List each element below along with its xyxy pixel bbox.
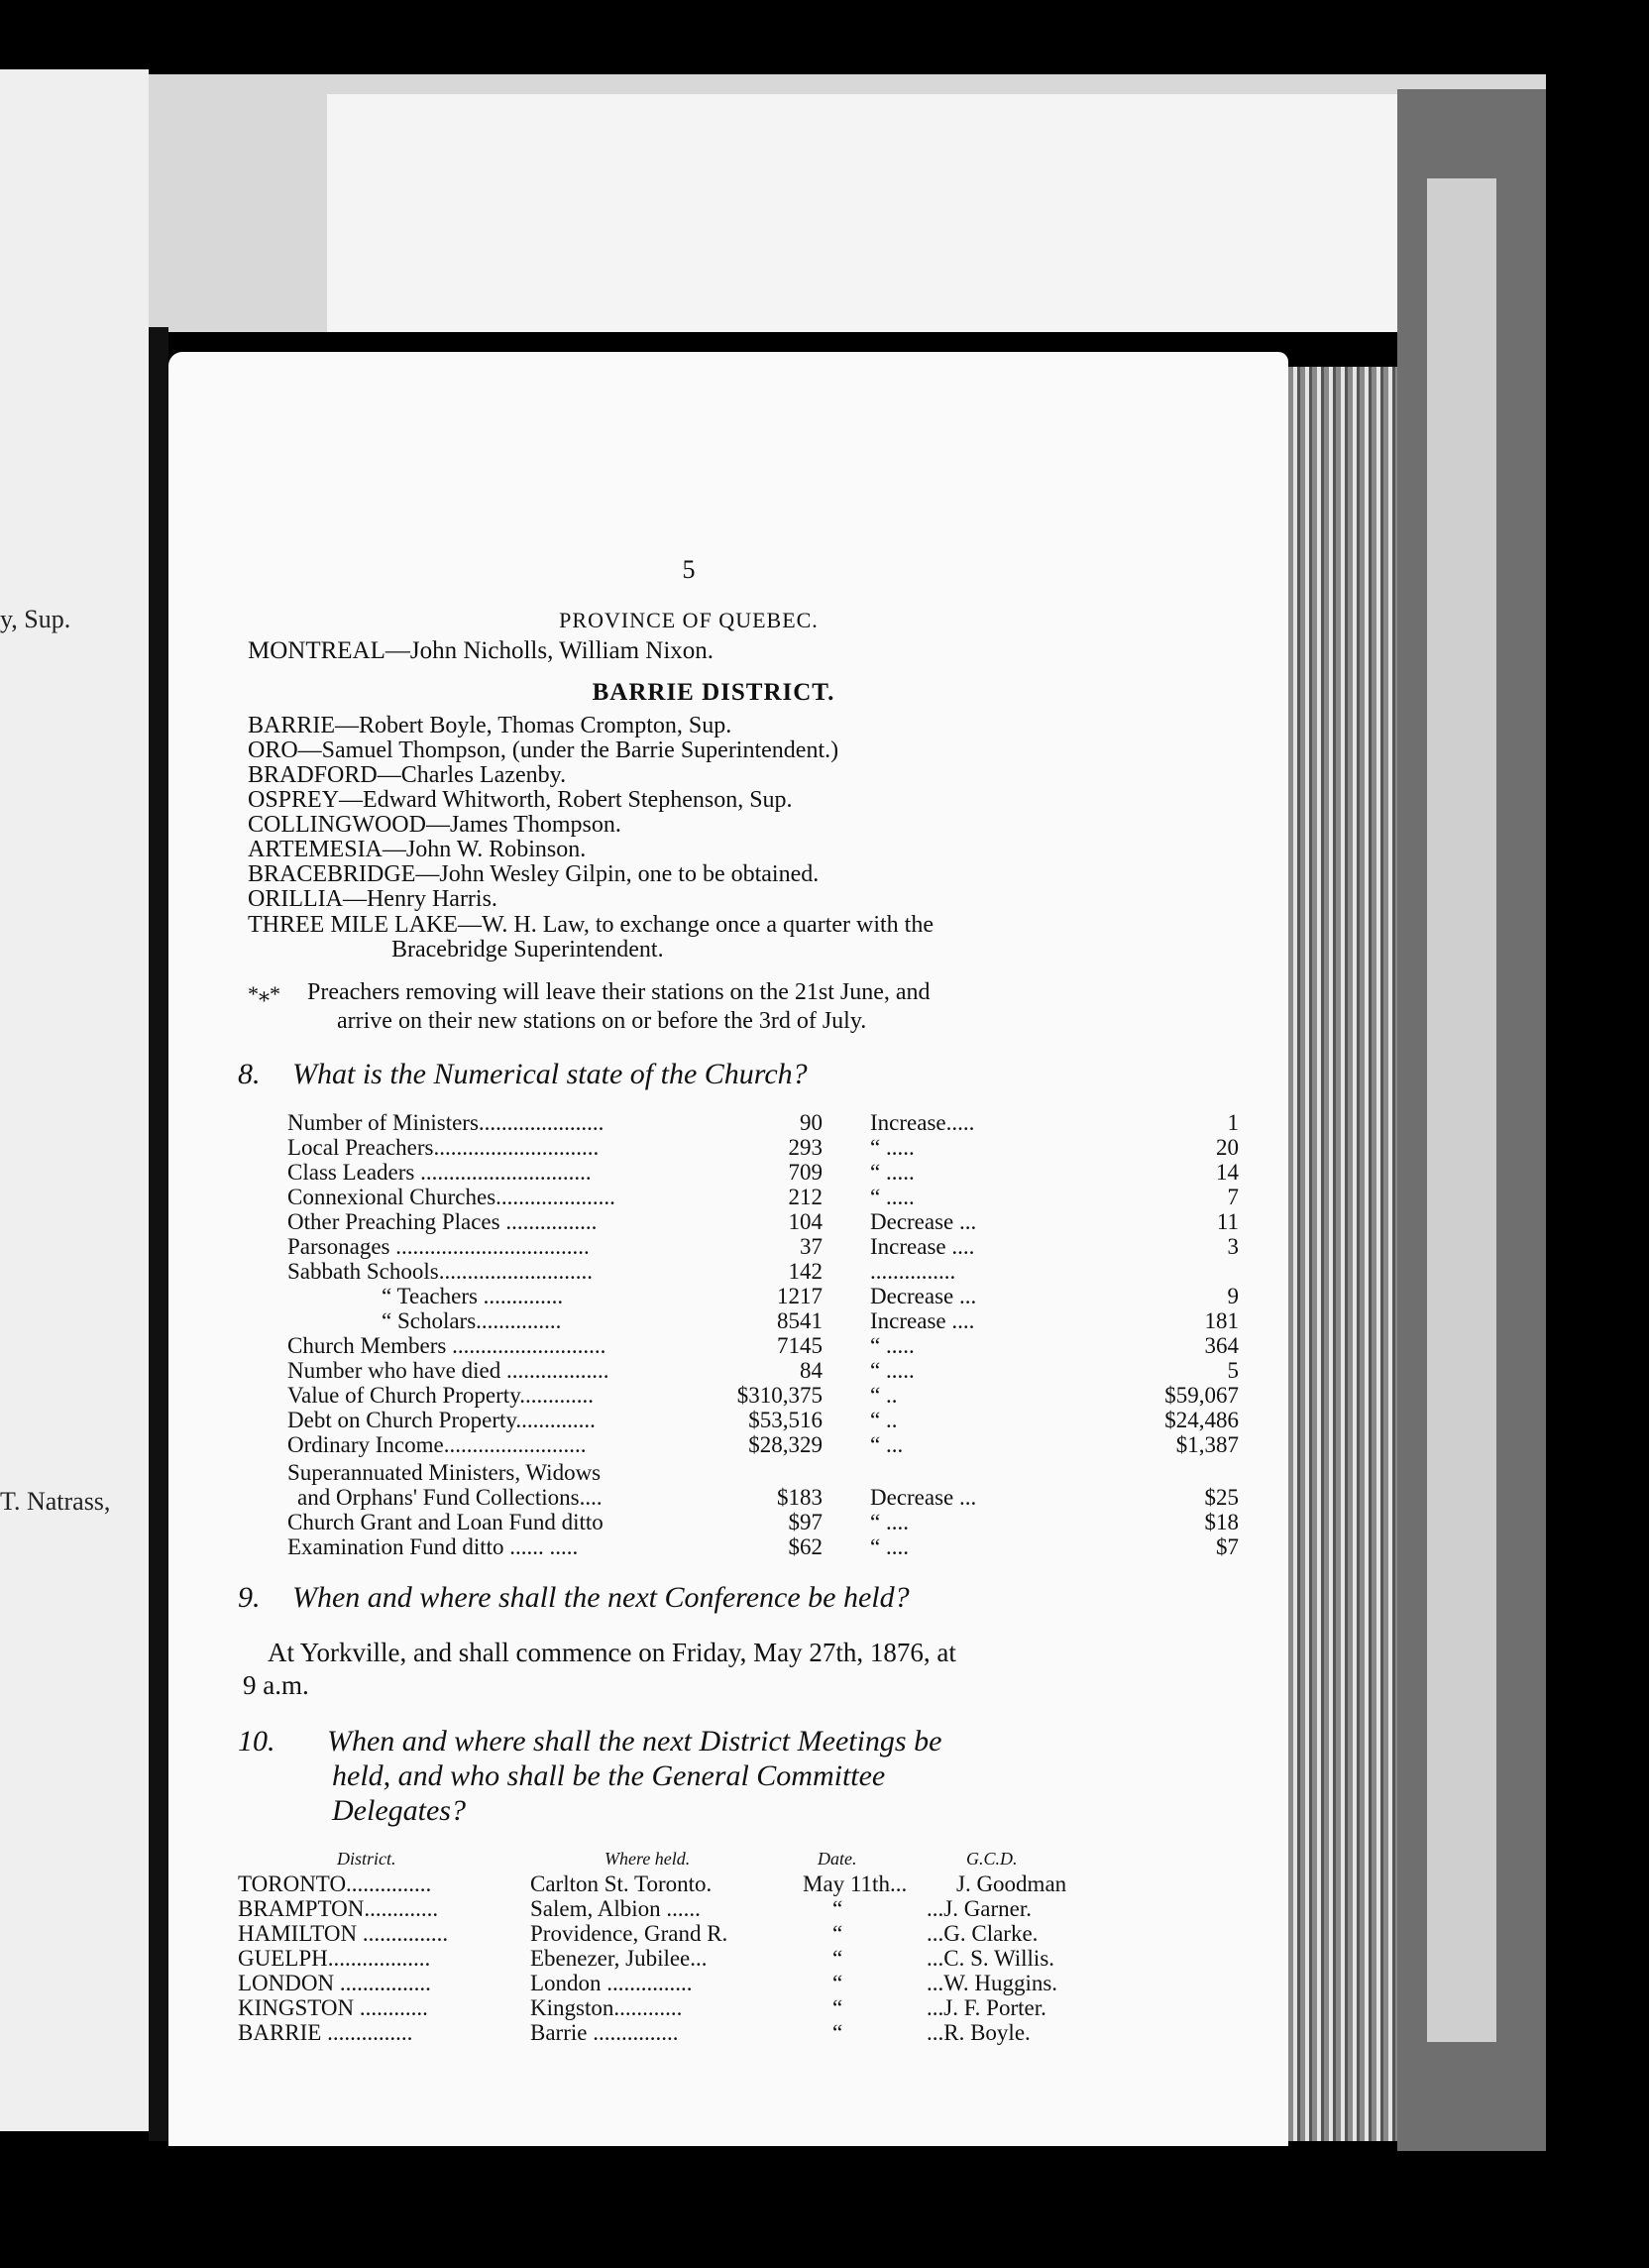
district-row: BARRIE ............... Barrie ............... “ ...R. Boyle. — [238, 2020, 1031, 2045]
stat-row: Ordinary Income......................... $28,329 “ ... $1,387 — [287, 1432, 1239, 1457]
district-row: HAMILTON ............... Providence, Grand R. “ ...G. Clarke. — [238, 1921, 1039, 1946]
question-10: When and where shall the next District Meetings be — [327, 1725, 942, 1758]
question-8: What is the Numerical state of the Church? — [292, 1058, 808, 1090]
station-line: ORO—Samuel Thompson, (under the Barrie Superintendent.) — [248, 737, 839, 763]
page-number: 5 — [682, 555, 696, 584]
stat-row: Debt on Church Property.............. $53,516 “ .. $24,486 — [287, 1408, 1239, 1432]
left-page-fragment: y, Sup. — [0, 605, 71, 633]
stat-row: Number of Ministers...................... 90 Increase..... 1 — [287, 1110, 1239, 1135]
district-row: BRAMPTON............. Salem, Albion ...... “ ...J. Garner. — [238, 1896, 1033, 1921]
answer-9: At Yorkville, and shall commence on Friday, May 27th, 1876, at — [268, 1638, 956, 1667]
stat-row: Sabbath Schools........................... 142 ............... — [287, 1259, 956, 1284]
left-page-fragment: T. Natrass, — [0, 1487, 111, 1516]
book-gutter — [149, 327, 168, 2141]
stat-row: Class Leaders .............................. 709 “ ..... 14 — [287, 1160, 1239, 1185]
station-line: BARRIE—Robert Boyle, Thomas Crompton, Sup. — [248, 713, 732, 738]
stat-row: Local Preachers............................. 293 “ ..... 20 — [287, 1135, 1239, 1160]
question-10: held, and who shall be the General Committee — [332, 1759, 886, 1792]
stat-row: Number who have died .................. 84 “ ..... 5 — [287, 1358, 1239, 1383]
note-line: arrive on their new stations on or before the 3rd of July. — [337, 1008, 867, 1034]
station-line: THREE MILE LAKE—W. H. Law, to exchange once a quarter with the — [248, 912, 934, 938]
note-asterism: *⁎* — [248, 981, 280, 1006]
book-spine-worn — [1427, 178, 1496, 2042]
district-row: GUELPH.................. Ebenezer, Jubilee... “ ...C. S. Willis. — [238, 1946, 1055, 1971]
stat-row: Church Grant and Loan Fund ditto $97 “ .... $18 — [287, 1510, 1239, 1534]
stat-row: Other Preaching Places ................ 104 Decrease ... 11 — [287, 1209, 1239, 1234]
note-line: Preachers removing will leave their stations on the 21st June, and — [307, 979, 931, 1005]
book-page — [168, 352, 1288, 2146]
station-line: Bracebridge Superintendent. — [391, 937, 664, 963]
district-heading: BARRIE DISTRICT. — [592, 679, 835, 706]
stat-row: Church Members ........................... 7145 “ ..... 364 — [287, 1333, 1239, 1358]
district-row: LONDON ................ London ............... “ ...W. Huggins. — [238, 1971, 1058, 1995]
left-page — [0, 69, 149, 2131]
stat-row: “ Scholars............... 8541 Increase .... 181 — [382, 1308, 1239, 1333]
station-line: BRADFORD—Charles Lazenby. — [248, 762, 567, 788]
question-number: 8. — [238, 1058, 261, 1090]
stat-row: “ Teachers .............. 1217 Decrease ... 9 — [382, 1284, 1239, 1308]
stat-row: Connexional Churches..................... 212 “ ..... 7 — [287, 1185, 1239, 1209]
question-number: 9. — [238, 1581, 261, 1614]
montreal-line: MONTREAL—John Nicholls, William Nixon. — [248, 637, 715, 664]
column-header: Date. — [818, 1849, 857, 1869]
station-line: OSPREY—Edward Whitworth, Robert Stephenson, Sup. — [248, 787, 793, 813]
station-line: ORILLIA—Henry Harris. — [248, 886, 497, 912]
stat-row: and Orphans' Fund Collections.... $183 Decrease ... $25 — [297, 1485, 1239, 1510]
question-9: When and where shall the next Conference be held? — [292, 1581, 910, 1614]
page-edges — [1288, 367, 1397, 2141]
stat-row: Superannuated Ministers, Widows — [287, 1460, 602, 1485]
station-line: COLLINGWOOD—James Thompson. — [248, 812, 621, 838]
column-header: Where held. — [605, 1849, 691, 1869]
stat-row: Examination Fund ditto ...... ..... $62 “ .... $7 — [287, 1534, 1239, 1559]
district-row: KINGSTON ............ Kingston............ “ ...J. F. Porter. — [238, 1995, 1046, 2020]
column-header: G.C.D. — [966, 1849, 1018, 1869]
answer-9: 9 a.m. — [243, 1670, 309, 1700]
station-line: BRACEBRIDGE—John Wesley Gilpin, one to be obtained. — [248, 861, 820, 887]
stat-row: Parsonages .................................. 37 Increase .... 3 — [287, 1234, 1239, 1259]
stat-row: Value of Church Property............. $310,375 “ .. $59,067 — [287, 1383, 1239, 1408]
province-heading: PROVINCE OF QUEBEC. — [559, 608, 819, 632]
station-line: ARTEMESIA—John W. Robinson. — [248, 837, 587, 862]
question-10: Delegates? — [332, 1794, 466, 1827]
paper-flap — [327, 94, 1486, 332]
district-row: TORONTO............... Carlton St. Toronto. May 11th... J. Goodman — [238, 1871, 1067, 1896]
column-header: District. — [337, 1849, 396, 1869]
question-number: 10. — [238, 1725, 275, 1758]
